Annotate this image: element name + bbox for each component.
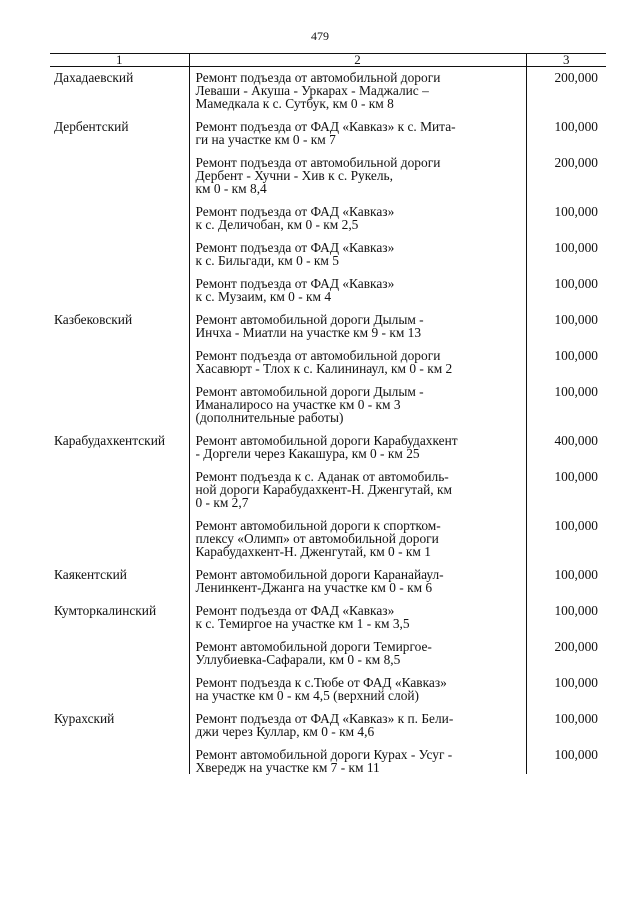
description-cell xyxy=(189,239,526,267)
description-cell xyxy=(189,638,526,666)
table-row xyxy=(50,638,606,666)
description-line: Ремонт автомобильной дороги Дылым - xyxy=(195,312,424,327)
description-line: Ремонт подъезда от автомобильной дороги xyxy=(195,348,441,363)
amount-cell: 100,000 xyxy=(526,517,606,558)
amount-cell: 200,000 xyxy=(526,638,606,666)
description-cell xyxy=(189,118,526,146)
row-spacer xyxy=(50,110,606,118)
description-line: Уллубиевка-Сафарали, км 0 - км 8,5 xyxy=(195,652,401,667)
row-spacer xyxy=(50,666,606,674)
description-cell xyxy=(189,710,526,738)
description-line: Дербент - Хучни - Хив к с. Рукель, xyxy=(195,168,393,183)
spacer-cell xyxy=(189,424,526,432)
description-cell xyxy=(189,67,526,111)
amount-cell: 100,000 xyxy=(526,602,606,630)
spacer-cell xyxy=(526,666,606,674)
description-line: Ремонт автомобильной дороги Карабудахкент xyxy=(195,433,458,448)
spacer-cell xyxy=(526,146,606,154)
description-line: 0 - км 2,7 xyxy=(195,495,249,510)
description-line: ной дороги Карабудахкент-Н. Дженгутай, км xyxy=(195,482,452,497)
district-cell: Дахадаевский xyxy=(54,70,134,85)
description-line: Ремонт подъезда от ФАД «Кавказ» xyxy=(195,240,395,255)
district-cell xyxy=(50,275,189,303)
road-repair-table xyxy=(50,53,606,774)
spacer-cell xyxy=(50,460,189,468)
spacer-cell xyxy=(189,738,526,746)
description-line: Хвередж на участке км 7 - км 11 xyxy=(195,760,380,775)
spacer-cell xyxy=(526,303,606,311)
spacer-cell xyxy=(189,666,526,674)
description-line: Ремонт подъезда к с.Тюбе от ФАД «Кавказ» xyxy=(195,675,447,690)
spacer-cell xyxy=(50,702,189,710)
district-cell xyxy=(50,154,189,195)
spacer-cell xyxy=(189,231,526,239)
spacer-cell xyxy=(526,630,606,638)
spacer-cell xyxy=(189,375,526,383)
row-spacer xyxy=(50,195,606,203)
column-header-2: 2 xyxy=(189,54,526,67)
spacer-cell xyxy=(526,231,606,239)
description-cell xyxy=(189,746,526,774)
description-line: Ремонт подъезда от автомобильной дороги xyxy=(195,70,441,85)
description-line: Ремонт автомобильной дороги Темиргое- xyxy=(195,639,432,654)
description-line: Ремонт автомобильной дороги Курах - Усуг - xyxy=(195,747,453,762)
amount-cell: 100,000 xyxy=(526,239,606,267)
district-cell xyxy=(50,674,189,702)
table-row xyxy=(50,517,606,558)
description-cell xyxy=(189,383,526,424)
district-cell xyxy=(50,347,189,375)
district-cell: Казбековский xyxy=(54,312,133,327)
table-row xyxy=(50,674,606,702)
spacer-cell xyxy=(50,195,189,203)
district-cell xyxy=(50,383,189,424)
description-cell xyxy=(189,311,526,339)
table-row xyxy=(50,746,606,774)
amount-cell: 100,000 xyxy=(526,311,606,339)
description-cell xyxy=(189,674,526,702)
spacer-cell xyxy=(189,460,526,468)
amount-cell: 400,000 xyxy=(526,432,606,460)
description-line: Ремонт автомобильной дороги к спортком- xyxy=(195,518,441,533)
description-line: Ремонт подъезда от автомобильной дороги xyxy=(195,155,441,170)
spacer-cell xyxy=(189,110,526,118)
page-number: 479 xyxy=(311,29,329,43)
table-row xyxy=(50,311,606,339)
row-spacer xyxy=(50,267,606,275)
amount-cell: 200,000 xyxy=(526,154,606,195)
description-cell xyxy=(189,203,526,231)
spacer-cell xyxy=(526,339,606,347)
district-cell: Курахский xyxy=(54,711,115,726)
description-line: - Доргели через Какашура, км 0 - км 25 xyxy=(195,446,420,461)
spacer-cell xyxy=(189,195,526,203)
description-line: Ремонт подъезда от ФАД «Кавказ» к с. Мита- xyxy=(195,119,456,134)
district-cell: Кумторкалинский xyxy=(54,603,157,618)
description-line: (дополнительные работы) xyxy=(195,410,344,425)
description-line: Ремонт подъезда от ФАД «Кавказ» xyxy=(195,276,395,291)
amount-cell: 200,000 xyxy=(526,67,606,111)
table-row xyxy=(50,468,606,509)
description-line: Карабудахкент-Н. Дженгутай, км 0 - км 1 xyxy=(195,544,431,559)
spacer-cell xyxy=(50,110,189,118)
spacer-cell xyxy=(50,666,189,674)
spacer-cell xyxy=(526,702,606,710)
amount-cell: 100,000 xyxy=(526,203,606,231)
description-cell xyxy=(189,517,526,558)
description-line: к с. Темиргое на участке км 1 - км 3,5 xyxy=(195,616,410,631)
description-line: ги на участке км 0 - км 7 xyxy=(195,132,336,147)
district-cell xyxy=(50,746,189,774)
description-line: к с. Деличобан, км 0 - км 2,5 xyxy=(195,217,359,232)
description-line: Ремонт подъезда от ФАД «Кавказ» к п. Бели- xyxy=(195,711,454,726)
description-cell xyxy=(189,468,526,509)
row-spacer xyxy=(50,424,606,432)
row-spacer xyxy=(50,146,606,154)
row-spacer xyxy=(50,630,606,638)
spacer-cell xyxy=(50,424,189,432)
description-cell xyxy=(189,602,526,630)
spacer-cell xyxy=(526,558,606,566)
table-body xyxy=(50,67,606,775)
description-cell xyxy=(189,154,526,195)
spacer-cell xyxy=(526,738,606,746)
column-header-3: 3 xyxy=(526,54,606,67)
description-line: Иманалиросо на участке км 0 - км 3 xyxy=(195,397,401,412)
amount-cell: 100,000 xyxy=(526,674,606,702)
spacer-cell xyxy=(526,267,606,275)
spacer-cell xyxy=(50,738,189,746)
description-line: Ремонт подъезда от ФАД «Кавказ» xyxy=(195,603,395,618)
spacer-cell xyxy=(526,195,606,203)
description-cell xyxy=(189,432,526,460)
row-spacer xyxy=(50,558,606,566)
description-line: Леваши - Акуша - Уркарах - Маджалис – xyxy=(195,83,429,98)
row-spacer xyxy=(50,375,606,383)
table-row xyxy=(50,154,606,195)
spacer-cell xyxy=(50,146,189,154)
spacer-cell xyxy=(189,594,526,602)
district-cell: Каякентский xyxy=(54,567,127,582)
amount-cell: 100,000 xyxy=(526,746,606,774)
row-spacer xyxy=(50,460,606,468)
row-spacer xyxy=(50,303,606,311)
spacer-cell xyxy=(526,594,606,602)
row-spacer xyxy=(50,738,606,746)
spacer-cell xyxy=(50,339,189,347)
table-header-row xyxy=(50,54,606,67)
spacer-cell xyxy=(526,509,606,517)
description-line: Мамедкала к с. Сутбук, км 0 - км 8 xyxy=(195,96,394,111)
amount-cell: 100,000 xyxy=(526,383,606,424)
table-row xyxy=(50,275,606,303)
spacer-cell xyxy=(50,231,189,239)
district-cell xyxy=(50,468,189,509)
row-spacer xyxy=(50,339,606,347)
description-line: Ленинкент-Джанга на участке км 0 - км 6 xyxy=(195,580,433,595)
spacer-cell xyxy=(50,267,189,275)
table-row xyxy=(50,347,606,375)
description-line: к с. Бильгади, км 0 - км 5 xyxy=(195,253,339,268)
district-cell xyxy=(50,239,189,267)
spacer-cell xyxy=(189,267,526,275)
row-spacer xyxy=(50,509,606,517)
table-row xyxy=(50,203,606,231)
description-cell xyxy=(189,275,526,303)
table-row xyxy=(50,432,606,460)
description-line: Инчха - Миатли на участке км 9 - км 13 xyxy=(195,325,422,340)
table-row xyxy=(50,383,606,424)
amount-cell: 100,000 xyxy=(526,275,606,303)
row-spacer xyxy=(50,594,606,602)
spacer-cell xyxy=(189,339,526,347)
spacer-cell xyxy=(189,146,526,154)
description-cell xyxy=(189,347,526,375)
spacer-cell xyxy=(50,509,189,517)
amount-cell: 100,000 xyxy=(526,710,606,738)
amount-cell: 100,000 xyxy=(526,347,606,375)
amount-cell: 100,000 xyxy=(526,566,606,594)
spacer-cell xyxy=(189,558,526,566)
spacer-cell xyxy=(50,375,189,383)
table-row xyxy=(50,566,606,594)
description-line: Ремонт автомобильной дороги Дылым - xyxy=(195,384,424,399)
spacer-cell xyxy=(50,303,189,311)
description-line: Ремонт автомобильной дороги Каранайаул- xyxy=(195,567,444,582)
table-row xyxy=(50,118,606,146)
district-cell xyxy=(50,203,189,231)
spacer-cell xyxy=(189,702,526,710)
spacer-cell xyxy=(526,375,606,383)
description-line: к с. Музаим, км 0 - км 4 xyxy=(195,289,332,304)
table-row xyxy=(50,67,606,111)
description-line: на участке км 0 - км 4,5 (верхний слой) xyxy=(195,688,420,703)
description-line: Ремонт подъезда от ФАД «Кавказ» xyxy=(195,204,395,219)
spacer-cell xyxy=(50,630,189,638)
table-row xyxy=(50,239,606,267)
row-spacer xyxy=(50,702,606,710)
district-cell xyxy=(50,517,189,558)
amount-cell: 100,000 xyxy=(526,468,606,509)
table-row xyxy=(50,710,606,738)
description-line: Ремонт подъезда к с. Аданак от автомобиль- xyxy=(195,469,449,484)
spacer-cell xyxy=(526,460,606,468)
district-cell xyxy=(50,638,189,666)
spacer-cell xyxy=(50,594,189,602)
spacer-cell xyxy=(50,558,189,566)
row-spacer xyxy=(50,231,606,239)
spacer-cell xyxy=(526,424,606,432)
district-cell: Дербентский xyxy=(54,119,129,134)
column-header-1: 1 xyxy=(50,54,189,67)
description-line: плексу «Олимп» от автомобильной дороги xyxy=(195,531,439,546)
description-line: Хасавюрт - Тлох к с. Калининаул, км 0 - км 2 xyxy=(195,361,453,376)
description-cell xyxy=(189,566,526,594)
table-row xyxy=(50,602,606,630)
amount-cell: 100,000 xyxy=(526,118,606,146)
spacer-cell xyxy=(526,110,606,118)
description-line: джи через Куллар, км 0 - км 4,6 xyxy=(195,724,375,739)
description-line: км 0 - км 8,4 xyxy=(195,181,267,196)
spacer-cell xyxy=(189,509,526,517)
spacer-cell xyxy=(189,630,526,638)
district-cell: Карабудахкентский xyxy=(54,433,166,448)
spacer-cell xyxy=(189,303,526,311)
